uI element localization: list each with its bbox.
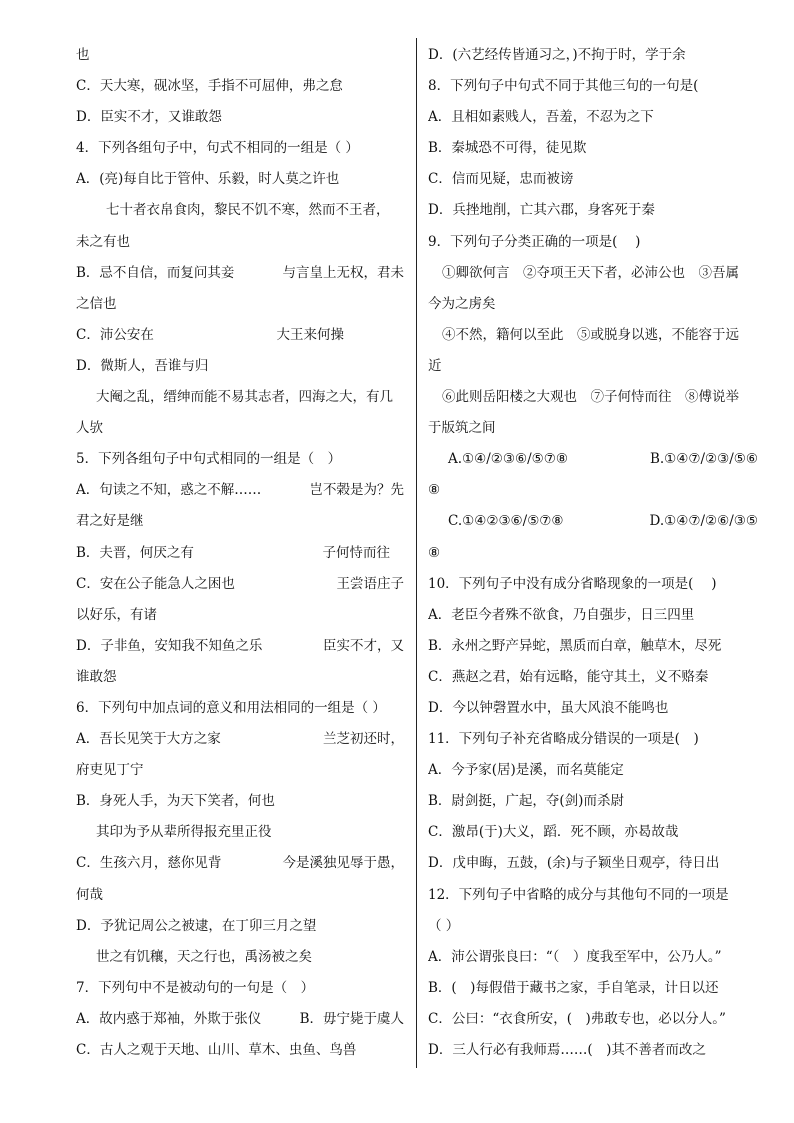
text-line: 也 — [76, 47, 90, 63]
option-a — [76, 724, 404, 755]
text-line: ①卿欲何言 ②夺项王天下者，必沛公也 ③吾属 — [442, 264, 739, 281]
option-c-second: 今是溪独见辱于愚， — [282, 855, 404, 872]
text-line: 人欤 — [76, 420, 103, 437]
option-b-first: B．忌不自信，而复问其妾 — [76, 264, 235, 281]
option-b: B．永州之野产异蛇，黑质而白章，触草木，尽死 — [428, 637, 722, 654]
option-a: A．老臣今者殊不欲食，乃自强步，日三四里 — [428, 606, 695, 623]
option-d: D．予犹记周公之被逮，在丁卯三月之望 — [76, 917, 317, 934]
option-a-second: 岂不榖是为？先 — [309, 482, 404, 499]
options-a-b — [428, 444, 758, 475]
option-c: C．天大寒，砚冰坚，手指不可屈伸，弗之怠 — [76, 78, 343, 95]
text-line: ⑧ — [428, 544, 441, 561]
right-column — [428, 40, 758, 1066]
question-10: 10．下列句子中没有成分省略现象的一项是( ) — [428, 575, 717, 592]
option-c-first: C．安在公子能急人之困也 — [76, 575, 235, 592]
text-line: 之信也 — [76, 295, 117, 312]
option-d: D．兵挫地削，亡其六郡，身客死于秦 — [428, 202, 655, 219]
option-c-second: 大王来何操 — [276, 326, 344, 343]
option-d: D．三人行必有我师焉……( )其不善者而改之 — [428, 1042, 706, 1058]
option-d-first: D．子非鱼，安知我不知鱼之乐 — [76, 637, 263, 654]
option-b: B．身死人手，为天下笑者，何也 — [76, 793, 275, 810]
text-line: ⑥此则岳阳楼之大观也 ⑦子何恃而往 ⑧傅说举 — [442, 389, 739, 406]
column-divider — [416, 38, 417, 1068]
option-d: D．(六艺经传皆通习之，)不拘于时，学于余 — [428, 47, 686, 63]
option-a: A．沛公谓张良曰：“（ ）度我至军中，公乃人。” — [428, 948, 722, 965]
text-line: （ ） — [428, 917, 460, 934]
option-c-first: C．生孩六月，慈你见背 — [76, 855, 222, 872]
option-b — [76, 538, 404, 569]
option-a-b — [76, 1004, 404, 1035]
option-d: D．臣实不才，又谁敢怨 — [76, 109, 222, 126]
option-c-first: C．沛公安在 — [76, 326, 154, 343]
option-c — [76, 320, 404, 351]
option-b-first: B．夫晋，何厌之有 — [76, 544, 194, 561]
question-7: 7．下列句中不是被动句的一句是（ ） — [76, 979, 315, 996]
option-a: A．且相如素贱人，吾羞，不忍为之下 — [428, 109, 654, 126]
left-column — [76, 40, 404, 1066]
option-b-second: 子何恃而往 — [322, 544, 390, 561]
option-c-second: 王尝语庄子 — [336, 575, 404, 592]
option-c — [76, 569, 404, 600]
question-9: 9．下列句子分类正确的一项是( ) — [428, 233, 641, 250]
option-b: B．毋宁毙于虞人 — [299, 1010, 404, 1027]
text-line: 世之有饥穰，天之行也，禹汤被之矣 — [96, 948, 312, 965]
text-line: 于版筑之间 — [428, 420, 496, 437]
text-line: 其印为予从辈所得报充里正役 — [96, 824, 272, 841]
option-c: C．燕赵之君，始有远略，能守其土，义不赂秦 — [428, 668, 709, 685]
option-d: D.①④⑦/②⑥/③⑤ — [649, 513, 758, 530]
option-b: B．尉剑挺，广起，夺(剑)而杀尉 — [428, 793, 624, 810]
text-line: 近 — [428, 357, 442, 374]
option-c: C．古人之观于天地、山川、草木、虫鱼、鸟兽 — [76, 1042, 357, 1058]
option-a: A．今予家(居)是溪，而名莫能定 — [428, 762, 624, 779]
question-12: 12．下列句子中省略的成分与其他句不同的一项是 — [428, 886, 729, 903]
question-6: 6．下列句中加点词的意义和用法相同的一组是（ ） — [76, 699, 386, 716]
option-a: A．故内惑于郑袖，外欺于张仪 — [76, 1010, 262, 1027]
text-line: 府吏见丁宁 — [76, 762, 144, 779]
option-a: A.①④/②③⑥/⑤⑦⑧ — [448, 451, 568, 468]
option-b: B．秦城恐不可得，徒见欺 — [428, 140, 587, 157]
option-d: D．微斯人，吾谁与归 — [76, 357, 209, 374]
option-c: C．激昂(于)大义，蹈．死不顾，亦曷故哉 — [428, 824, 679, 841]
option-a: A．(亮)每自比于管仲、乐毅，时人莫之许也 — [76, 171, 340, 188]
text-line: 七十者衣帛食肉，黎民不饥不寒，然而不王者， — [106, 202, 390, 219]
text-line: 何哉 — [76, 886, 103, 903]
option-c — [76, 848, 404, 879]
option-d-second: 臣实不才，又 — [323, 637, 404, 654]
text-line: 未之有也 — [76, 233, 130, 250]
option-d: D．今以钟磬置水中，虽大风浪不能鸣也 — [428, 699, 669, 716]
question-11: 11．下列句子补充省略成分错误的一项是( ) — [428, 731, 699, 748]
option-c: C．公曰：“衣食所安，( )弗敢专也，必以分人。” — [428, 1010, 726, 1027]
question-8: 8．下列句子中句式不同于其他三句的一句是( — [428, 78, 699, 95]
option-b-second: 与言皇上无权，君未 — [282, 264, 404, 281]
option-b: B．( )每假借于藏书之家，手自笔录，计日以还 — [428, 979, 719, 996]
option-a — [76, 475, 404, 506]
option-d — [76, 631, 404, 662]
text-line: ⑧ — [428, 482, 441, 499]
text-line: 谁敢怨 — [76, 668, 117, 685]
option-d: D．戊申晦，五鼓，(余)与子颖坐日观亭，待日出 — [428, 855, 720, 872]
text-line: 君之好是继 — [76, 513, 144, 530]
question-5: 5．下列各组句子中句式相同的一组是（ ） — [76, 451, 342, 468]
text-line: 以好乐，有诸 — [76, 606, 157, 623]
question-4: 4．下列各组句子中，句式不相同的一组是（ ） — [76, 140, 359, 157]
option-c: C.①④②③⑥/⑤⑦⑧ — [448, 513, 564, 530]
text-line: 今为之虏矣 — [428, 295, 496, 312]
option-b: B.①④⑦/②③/⑤⑥ — [649, 451, 758, 468]
text-line: ④不然，籍何以至此 ⑤或脱身以逃，不能容于远 — [442, 326, 739, 343]
option-b — [76, 258, 404, 289]
text-line: 大阉之乱，缙绅而能不易其志者，四海之大，有几 — [96, 389, 393, 406]
option-a-first: A．句读之不知，惑之不解…… — [76, 482, 262, 499]
option-c: C．信而见疑，忠而被谤 — [428, 171, 574, 188]
options-c-d — [428, 506, 758, 537]
option-a-first: A．吾长见笑于大方之家 — [76, 731, 221, 748]
option-a-second: 兰芝初还时， — [323, 731, 404, 748]
